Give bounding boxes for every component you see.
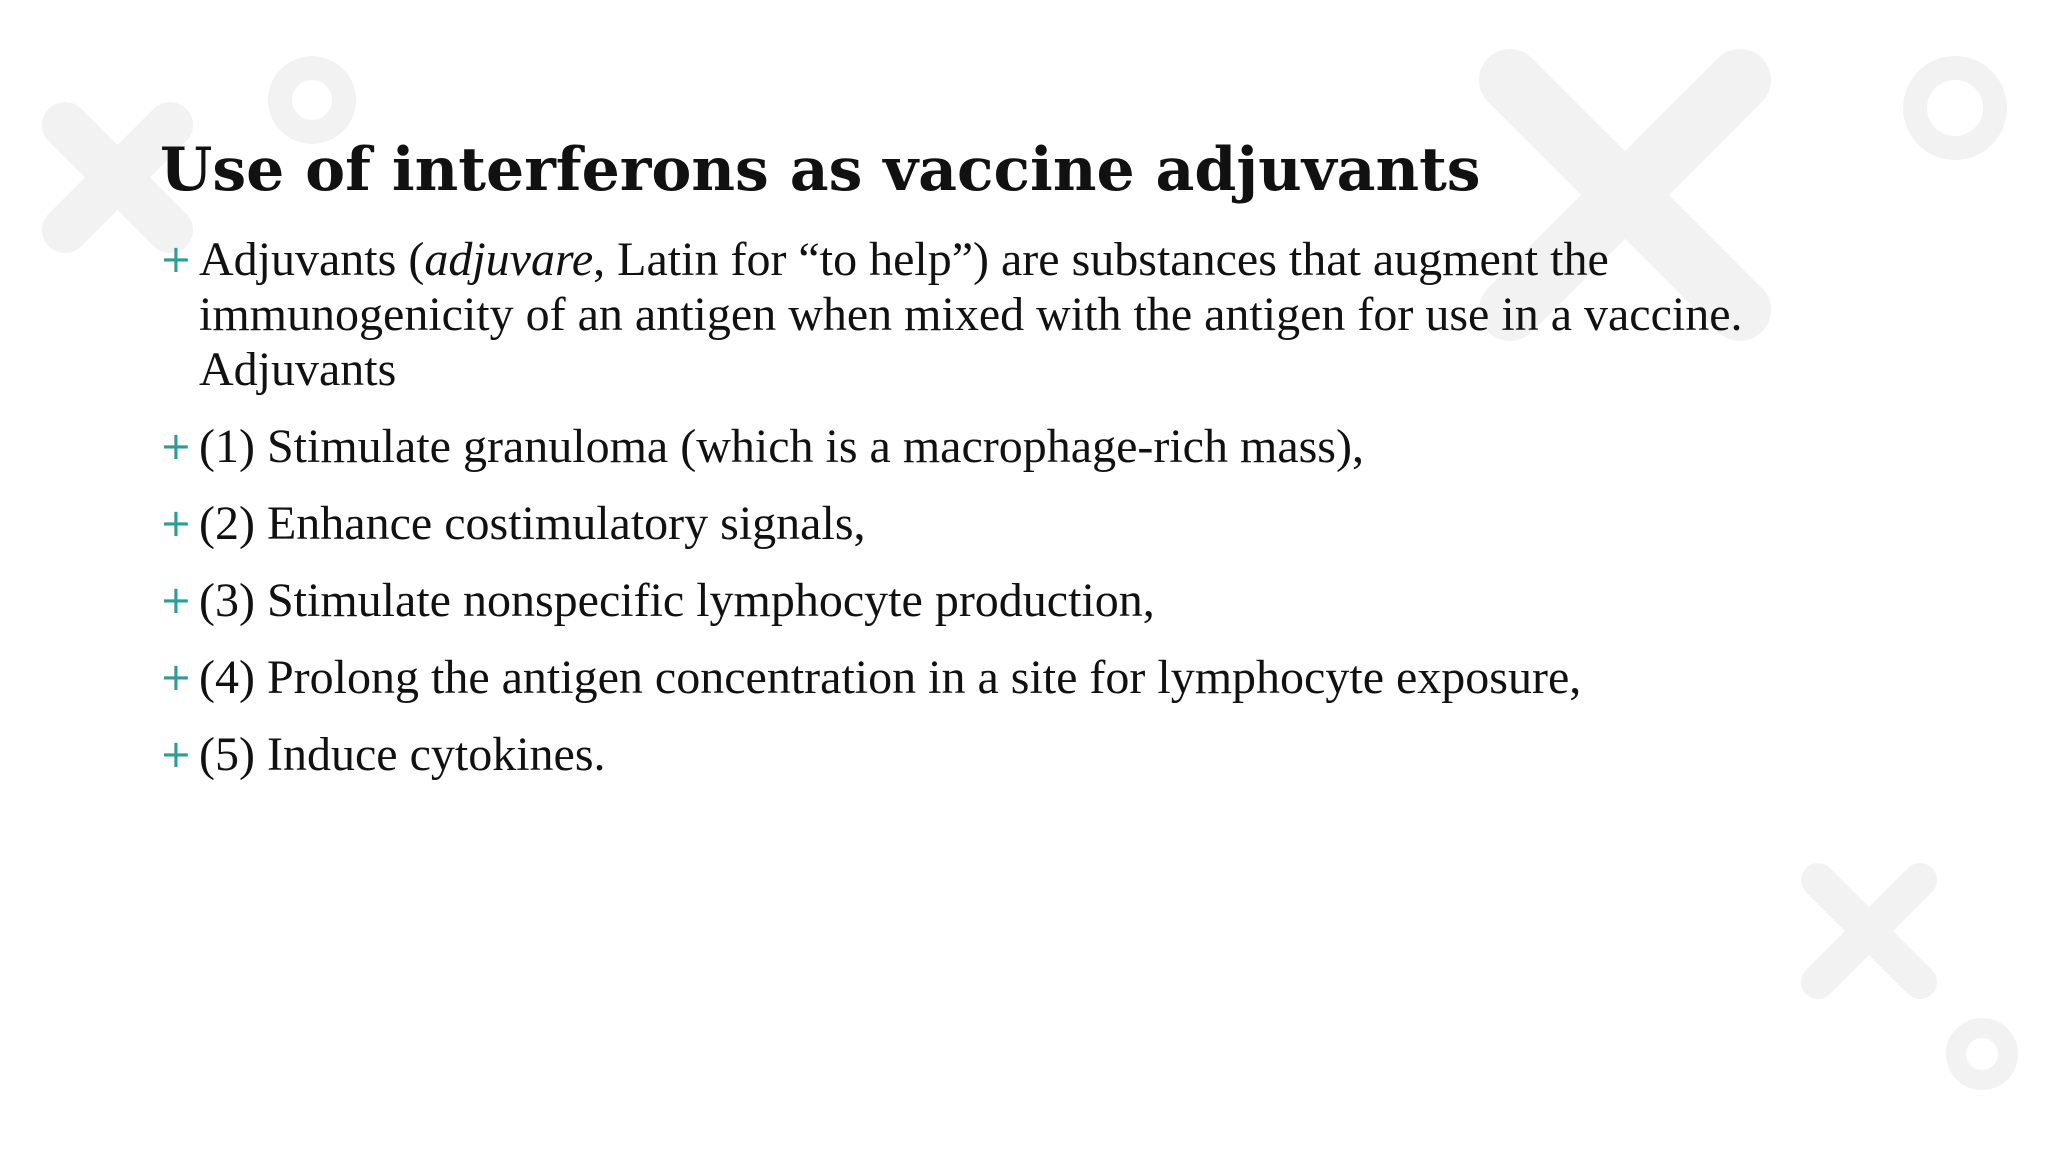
bullet-text: (2) Enhance costimulatory signals, xyxy=(199,497,866,550)
latin-term: adjuvare xyxy=(424,233,594,286)
bullet-text: (1) Stimulate granuloma (which is a macrophage-rich mass), xyxy=(199,420,1364,473)
bullet-text xyxy=(199,233,1743,396)
x-mark-bottom-right xyxy=(1818,880,1920,982)
bullet-item-5 xyxy=(160,727,1800,782)
plus-icon: + xyxy=(160,424,192,468)
ring-top-right xyxy=(1915,68,1995,148)
plus-icon: + xyxy=(160,578,192,622)
bullet-item-4 xyxy=(160,650,1800,705)
slide-title: Use of interferons as vaccine adjuvants xyxy=(160,135,1481,205)
bullet-text: (5) Induce cytokines. xyxy=(199,728,606,781)
bullet-item-2 xyxy=(160,496,1800,551)
definition-text-end: , Latin for “to help”) are substances that augment the immunogenicity of an antigen when mixed with the antigen for use in a vaccine. Adjuvants xyxy=(199,233,1743,396)
definition-text-start: Adjuvants ( xyxy=(199,233,425,286)
ring-bottom-right xyxy=(1956,1028,2008,1080)
plus-icon: + xyxy=(160,501,192,545)
bullet-text: (3) Stimulate nonspecific lymphocyte production, xyxy=(199,574,1155,627)
plus-icon: + xyxy=(160,655,192,699)
plus-icon: + xyxy=(160,237,192,281)
bullet-text: (4) Prolong the antigen concentration in a site for lymphocyte exposure, xyxy=(199,651,1582,704)
plus-icon: + xyxy=(160,732,192,776)
bullet-item-1 xyxy=(160,419,1800,474)
bullet-list xyxy=(160,232,1800,804)
bullet-item-3 xyxy=(160,573,1800,628)
ring-top-left xyxy=(280,68,344,132)
bullet-item-adjuvant-definition xyxy=(160,232,1800,397)
x-mark-top-left xyxy=(65,125,170,230)
